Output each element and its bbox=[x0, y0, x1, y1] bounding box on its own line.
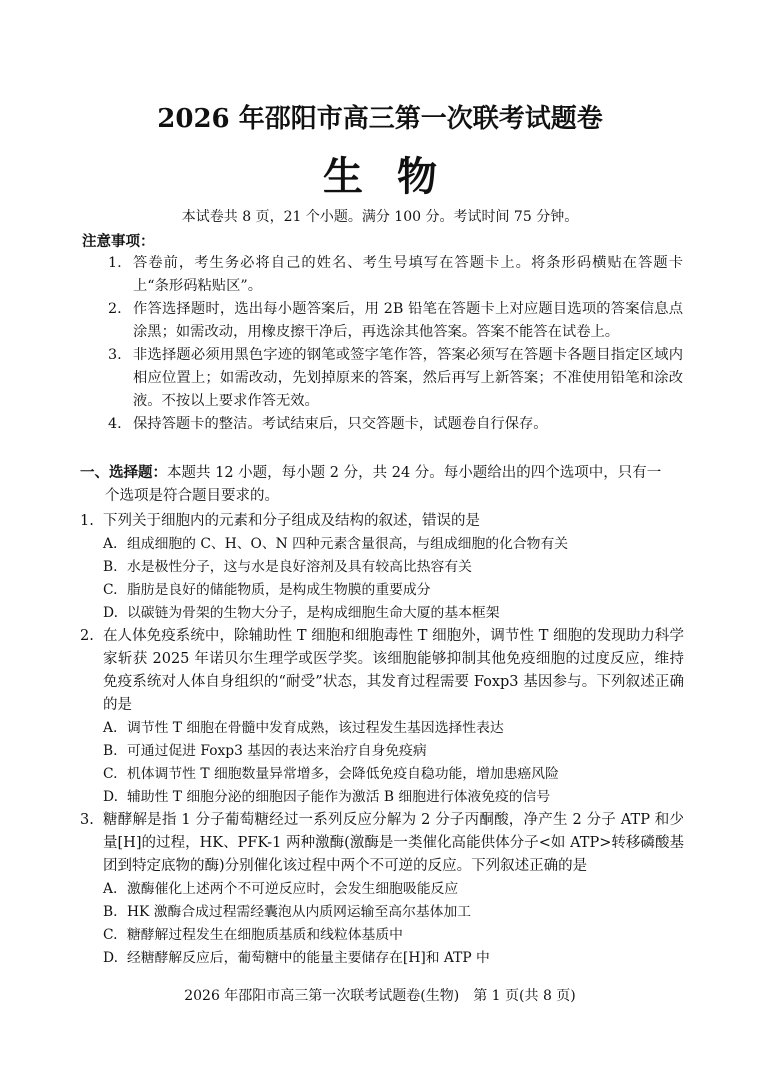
option-text: 机体调节性 T 细胞数量异常增多，会降低免疫自稳功能，增加患癌风险 bbox=[127, 766, 559, 782]
option bbox=[80, 533, 684, 556]
option bbox=[80, 947, 684, 970]
option bbox=[80, 763, 684, 786]
option-label: D. bbox=[103, 605, 118, 621]
option bbox=[80, 579, 684, 602]
option-text: 激酶催化上述两个不可逆反应时，会发生细胞吸能反应 bbox=[127, 881, 459, 897]
option-text: 组成细胞的 C、H、O、N 四种元素含量很高，与组成细胞的化合物有关 bbox=[127, 536, 569, 552]
option bbox=[80, 556, 684, 579]
notice-item-number: 3. bbox=[108, 347, 122, 363]
notice-item bbox=[108, 298, 683, 344]
question bbox=[80, 809, 684, 970]
option-text: 水是极性分子，这与水是良好溶剂及具有较高比热容有关 bbox=[127, 559, 472, 575]
notice-item-text: 非选择题必须用黑色字迹的钢笔或签字笔作答，答案必须写在答题卡各题目指定区域内相应位置上；如需改动，先划掉原来的答案，然后再写上新答案；不准使用铅笔和涂改液。不按以上要求作答无效。 bbox=[133, 347, 683, 409]
section-header bbox=[80, 462, 684, 508]
option bbox=[80, 878, 684, 901]
option-text: 调节性 T 细胞在骨髓中发育成熟，该过程发生基因选择性表达 bbox=[127, 720, 504, 736]
question-stem: 在人体免疫系统中，除辅助性 T 细胞和细胞毒性 T 细胞外，调节性 T 细胞的发现助力科学家斩获 2025 年诺贝尔生理学或医学奖。该细胞能够抑制其他免疫细胞的过度反应，维持免疫系统对人体自身组织的“耐受”状态，其发育过程需要 Foxp3 基因参与。下列叙述正确的是 bbox=[103, 628, 684, 713]
option bbox=[80, 717, 684, 740]
option-label: C. bbox=[103, 927, 118, 943]
option bbox=[80, 740, 684, 763]
section-description: 本题共 12 小题，每小题 2 分，共 24 分。每小题给出的四个选项中，只有一 bbox=[167, 465, 662, 481]
notice-item-text: 保持答题卡的整洁。考试结束后，只交答题卡，试题卷自行保存。 bbox=[133, 416, 548, 432]
exam-title: 2026 年邵阳市高三第一次联考试题卷 bbox=[157, 104, 603, 134]
page-footer: 2026 年邵阳市高三第一次联考试题卷(生物) 第 1 页(共 8 页) bbox=[184, 988, 576, 1004]
exam-info: 本试卷共 8 页，21 个小题。满分 100 分。考试时间 75 分钟。 bbox=[181, 209, 579, 225]
option-label: C. bbox=[103, 582, 118, 598]
question bbox=[80, 510, 684, 625]
option bbox=[80, 924, 684, 947]
section-title: 一、选择题： bbox=[80, 465, 167, 481]
section-description-cont: 个选项是符合题目要求的。 bbox=[105, 488, 279, 504]
option-text: 脂肪是良好的储能物质，是构成生物膜的重要成分 bbox=[127, 582, 431, 598]
notice-item-text: 答卷前，考生务必将自己的姓名、考生号填写在答题卡上。将条形码横贴在答题卡上“条形码粘贴区”。 bbox=[133, 255, 683, 294]
notice-item-number: 1. bbox=[108, 255, 122, 271]
option-text: 糖酵解过程发生在细胞质基质和线粒体基质中 bbox=[127, 927, 403, 943]
option-label: A. bbox=[103, 536, 118, 552]
notice-list bbox=[108, 252, 683, 436]
notice-heading: 注意事项： bbox=[82, 234, 155, 250]
question-stem: 下列关于细胞内的元素和分子组成及结构的叙述，错误的是 bbox=[103, 513, 480, 529]
option-label: D. bbox=[103, 950, 118, 966]
option-label: B. bbox=[103, 904, 118, 920]
option-text: 经糖酵解反应后，葡萄糖中的能量主要储存在[H]和 ATP 中 bbox=[127, 950, 490, 966]
notice-item-text: 作答选择题时，选出每小题答案后，用 2B 铅笔在答题卡上对应题目选项的答案信息点涂黑；如需改动，用橡皮擦干净后，再选涂其他答案。答案不能答在试卷上。 bbox=[133, 301, 683, 340]
option-label: A. bbox=[103, 881, 118, 897]
option bbox=[80, 786, 684, 809]
question-stem: 糖酵解是指 1 分子葡萄糖经过一系列反应分解为 2 分子丙酮酸，净产生 2 分子 ATP 和少量[H]的过程，HK、PFK-1 两种激酶(激酶是一类催化高能供体分子<如 ATP>转移磷酸基团到特定底物的酶)分别催化该过程中两个不可逆的反应。下列叙述正确的是 bbox=[103, 812, 684, 874]
option-text: 辅助性 T 细胞分泌的细胞因子能作为激活 B 细胞进行体液免疫的信号 bbox=[127, 789, 551, 805]
option-text: 可通过促进 Foxp3 基因的表达来治疗自身免疫病 bbox=[127, 743, 427, 759]
notice-item-number: 4. bbox=[108, 416, 122, 432]
option-label: C. bbox=[103, 766, 118, 782]
question-number: 1. bbox=[80, 513, 94, 529]
question-number: 2. bbox=[80, 628, 94, 644]
notice-item-number: 2. bbox=[108, 301, 122, 317]
subject-title: 生物 bbox=[323, 153, 471, 200]
option-text: 以碳链为骨架的生物大分子，是构成细胞生命大厦的基本框架 bbox=[127, 605, 500, 621]
option-label: D. bbox=[103, 789, 118, 805]
question-number: 3. bbox=[80, 812, 94, 828]
option-label: A. bbox=[103, 720, 118, 736]
notice-item bbox=[108, 344, 683, 413]
option-text: HK 激酶合成过程需经囊泡从内质网运输至高尔基体加工 bbox=[127, 904, 472, 920]
notice-item bbox=[108, 252, 683, 298]
question-list bbox=[80, 510, 684, 970]
question bbox=[80, 625, 684, 809]
option-label: B. bbox=[103, 743, 118, 759]
option bbox=[80, 602, 684, 625]
option bbox=[80, 901, 684, 924]
option-label: B. bbox=[103, 559, 118, 575]
notice-item bbox=[108, 413, 683, 436]
